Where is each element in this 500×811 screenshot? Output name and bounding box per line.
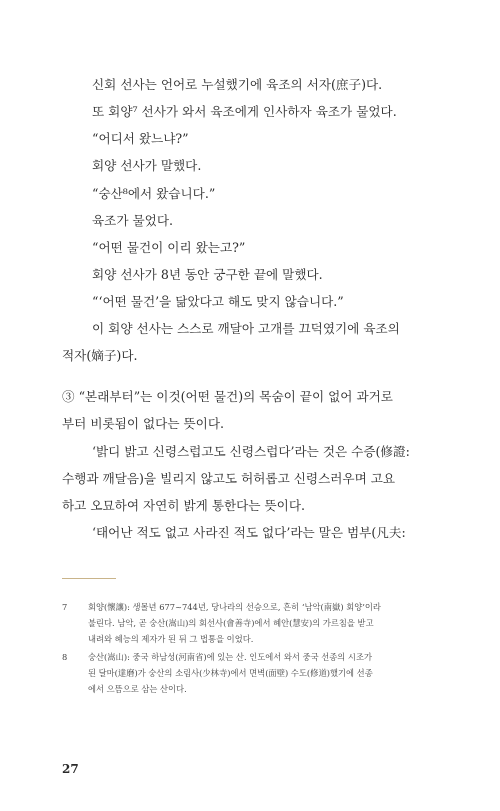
footnote-8-line-1: 숭산(嵩山): 중국 하남성(河南省)에 있는 산. 인도에서 와서 중국 선종의 시조가 [88, 652, 372, 662]
footnote-divider [62, 578, 116, 579]
body-line-17: ‘태어난 적도 없고 사라진 적도 없다’라는 말은 범부(凡夫: [92, 525, 406, 540]
body-line-14: ‘밝디 밝고 신령스럽고도 신령스럽다’라는 것은 수증(修證: [92, 444, 410, 459]
body-line-16: 하고 오묘하여 자연히 밝게 통한다는 뜻이다. [62, 498, 305, 513]
body-line-9: “‘어떤 물건’을 닮았다고 해도 맞지 않습니다.” [92, 294, 344, 309]
footnote-7-number: 7 [62, 602, 68, 612]
footnote-7-line-3: 내려와 혜능의 제자가 된 뒤 그 법통을 이었다. [88, 634, 254, 644]
body-line-1: 신회 선사는 언어로 누설했기에 육조의 서자(庶子)다. [92, 77, 383, 92]
footnote-8-line-2: 된 달마(達磨)가 숭산의 소림사(少林寺)에서 면벽(面壁) 수도(修道)했기에 선종 [88, 668, 373, 678]
body-line-8: 회양 선사가 8년 동안 궁구한 끝에 말했다. [92, 267, 323, 282]
body-line-7: “어떤 물건이 이리 왔는고?” [92, 240, 246, 255]
body-line-13: 부터 비롯됨이 없다는 뜻이다. [62, 416, 224, 431]
body-line-3: “어디서 왔느냐?” [92, 131, 189, 146]
footnote-7-line-1: 회양(懷讓): 생몰년 677~744년, 당나라의 선승으로, 흔히 ‘남악(南嶽) 회양’이라 [88, 602, 381, 612]
page-number: 27 [62, 762, 79, 776]
body-line-15: 수행과 깨달음)을 빌리지 않고도 허허롭고 신령스러우며 고요 [62, 471, 396, 486]
footnote-7-line-2: 불린다. 남악, 곧 숭산(嵩山)의 회선사(會善寺)에서 혜안(慧安)의 가르침을 받고 [88, 618, 374, 628]
footnote-8-number: 8 [62, 652, 68, 662]
footnote-8-line-3: 에서 으뜸으로 삼는 산이다. [88, 684, 187, 694]
body-line-10: 이 회양 선사는 스스로 깨달아 고개를 끄덕였기에 육조의 [92, 321, 400, 336]
body-line-4: 회양 선사가 말했다. [92, 158, 202, 173]
body-line-5: “숭산⁸에서 왔습니다.” [92, 186, 216, 201]
body-line-12: ③ “본래부터”는 이것(어떤 물건)의 목숨이 끝이 없어 과거로 [62, 389, 393, 404]
body-line-11: 적자(嫡子)다. [62, 348, 138, 363]
body-line-2: 또 회양⁷ 선사가 와서 육조에게 인사하자 육조가 물었다. [92, 104, 397, 119]
body-line-6: 육조가 물었다. [92, 213, 173, 228]
